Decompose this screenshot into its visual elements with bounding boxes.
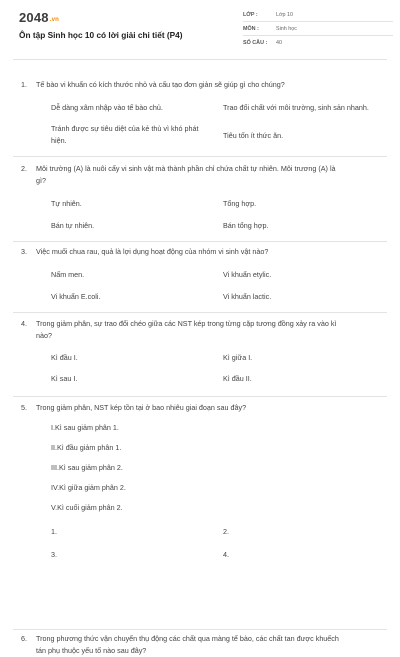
option-text: Bán tự nhiên. [51, 221, 95, 230]
option-text: Vi khuẩn etylic. [223, 270, 272, 279]
option-text: Tổng hợp. [223, 199, 257, 208]
option-text: Nấm men. [51, 270, 85, 279]
answer-option-b[interactable] [223, 102, 369, 114]
meta-row-count [243, 36, 393, 50]
exam-header [13, 0, 387, 60]
question-text-line: Môi trường (A) là nuôi cấy vi sinh vật mà thành phần chỉ chứa chất tự nhiên. Môi trương (A) là [36, 164, 336, 173]
answer-option-c[interactable] [51, 549, 57, 561]
meta-label: SỐ CÂU : [243, 40, 268, 46]
question-text-line: Trong phương thức vận chuyển thụ động các chất qua màng tế bào, các chất tan được khuếch [36, 634, 339, 643]
answer-option-d[interactable] [223, 549, 229, 561]
question-number: 4. [21, 319, 27, 328]
meta-value: 40 [276, 40, 282, 46]
statement-text: III.Kì sau giảm phân 2. [51, 463, 123, 472]
option-text: Kì giữa I. [223, 353, 253, 362]
question-number: 1. [21, 80, 27, 89]
option-text: Trao đổi chất với môi trường, sinh sản nhanh. [223, 103, 369, 112]
answer-option-b[interactable] [223, 269, 271, 281]
option-text: Tự nhiên. [51, 199, 82, 208]
question-number: 5. [21, 403, 27, 412]
question-text [36, 79, 285, 91]
question-text-line: Trong giảm phân, sự trao đổi chéo giữa các NST kép trong từng cặp tương đồng xảy ra vào kì [36, 319, 337, 328]
question-text-line: gì? [36, 176, 46, 185]
answer-option-a[interactable] [51, 526, 57, 538]
statement-3 [51, 462, 123, 474]
question-text-line: Trong giảm phân, NST kép tồn tại ở bao nhiêu giai đoạn sau đây? [36, 403, 247, 412]
answer-option-c[interactable] [51, 373, 77, 385]
question-divider [13, 241, 387, 242]
meta-value: Sinh học [276, 25, 297, 32]
statement-text: IV.Kì giữa giảm phân 2. [51, 483, 126, 492]
statement-1 [51, 422, 119, 434]
question-divider [13, 396, 387, 397]
option-text: Kì sau I. [51, 374, 78, 383]
answer-option-b[interactable] [223, 352, 252, 364]
logo-suffix: .vn [49, 17, 60, 23]
statement-text: II.Kì đầu giảm phân 1. [51, 443, 122, 452]
question-text-line: tán phụ thuộc yếu tố nào sau đây? [36, 646, 147, 655]
statement-text: I.Kì sau giảm phân 1. [51, 423, 119, 432]
statement-5 [51, 502, 123, 514]
answer-option-b[interactable] [223, 526, 229, 538]
option-text: Tránh được sự tiêu diệt của kẻ thù vì khó phát [51, 124, 199, 133]
answer-option-d[interactable] [223, 291, 271, 303]
option-text: Dễ dàng xâm nhập vào tế bào chủ. [51, 103, 163, 112]
meta-row-subject [243, 22, 393, 36]
option-text: 3. [51, 550, 57, 559]
meta-label: MÔN : [243, 25, 259, 32]
option-text: Vi khuẩn E.coli. [51, 292, 101, 301]
answer-option-d[interactable] [223, 220, 268, 232]
site-logo[interactable] [19, 10, 59, 25]
question-number: 3. [21, 247, 27, 256]
meta-label: LỚP : [243, 11, 258, 18]
logo-main: 2048 [19, 10, 49, 25]
answer-option-a[interactable] [51, 102, 163, 114]
answer-option-b[interactable] [223, 198, 256, 210]
statement-4 [51, 482, 126, 494]
exam-title: Ôn tập Sinh học 10 có lời giải chi tiết (P4) [19, 30, 183, 40]
question-text-line: Tế bào vi khuẩn có kích thước nhỏ và cấu tạo đơn giản sẽ giúp gì cho chúng? [36, 80, 285, 89]
question-number: 2. [21, 164, 27, 173]
option-text: Kì đầu II. [223, 374, 252, 383]
question-number: 6. [21, 634, 27, 643]
exam-meta-table [243, 8, 393, 50]
answer-option-d[interactable] [223, 130, 283, 142]
meta-row-class [243, 8, 393, 22]
answer-option-a[interactable] [51, 269, 84, 281]
question-text-line: nào? [36, 331, 52, 340]
option-text: 4. [223, 550, 229, 559]
statement-text: V.Kì cuối giảm phân 2. [51, 503, 123, 512]
option-text: 2. [223, 527, 229, 536]
answer-option-c[interactable] [51, 291, 100, 303]
statement-2 [51, 442, 121, 454]
question-text [36, 163, 336, 187]
answer-option-c[interactable] [51, 123, 199, 147]
question-text [36, 633, 339, 657]
question-text [36, 402, 246, 414]
question-divider [13, 156, 387, 157]
question-text [36, 318, 336, 342]
question-divider [13, 312, 387, 313]
option-text: Kì đầu I. [51, 353, 78, 362]
question-divider [13, 629, 387, 630]
meta-value: Lớp 10 [276, 11, 294, 18]
option-text: hiện. [51, 136, 67, 145]
answer-option-a[interactable] [51, 352, 78, 364]
question-text-line: Việc muối chua rau, quả là lợi dụng hoạt động của nhóm vi sinh vật nào? [36, 247, 269, 256]
answer-option-d[interactable] [223, 373, 252, 385]
question-text [36, 246, 268, 258]
option-text: Bán tổng hợp. [223, 221, 269, 230]
answer-option-c[interactable] [51, 220, 94, 232]
answer-option-a[interactable] [51, 198, 82, 210]
option-text: Tiêu tốn ít thức ăn. [223, 131, 284, 140]
option-text: Vi khuẩn lactic. [223, 292, 272, 301]
option-text: 1. [51, 527, 57, 536]
